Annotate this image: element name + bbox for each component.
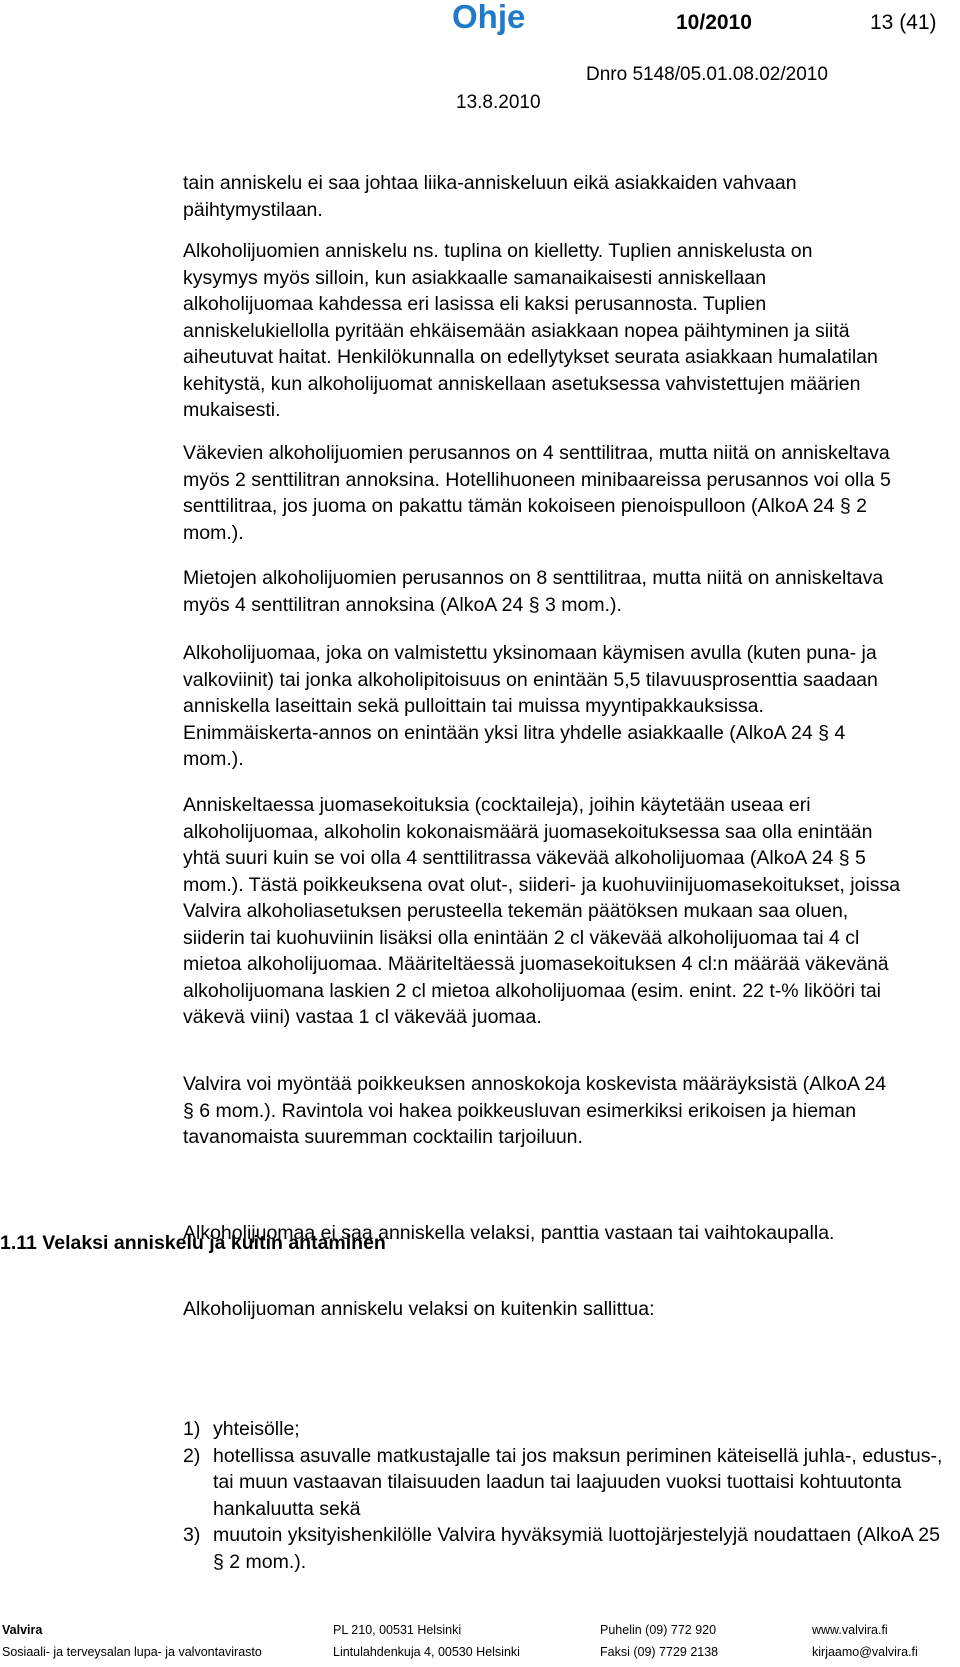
- footer-po-box: PL 210, 00531 Helsinki: [333, 1623, 462, 1637]
- paragraph-2: Alkoholijuomien anniskelu ns. tuplina on kielletty. Tuplien anniskelusta on kysymys myös silloin, kun asiakkaalle samanaikaisesti anniskellaan alkoholijuomaa kahdessa eri lasissa eli kaksi perusannosta. Tuplien anniskelukiellolla pyritään ehkäisemään asiakkaan nopea päihtyminen ja siitä aiheutuvat haitat. Henkilökunnalla on edellytykset seurata asiakkaan humalatilan kehitystä, kun alkoholijuomat anniskellaan asetuksessa vahvistettujen määrien mukaisesti.: [183, 240, 878, 421]
- paragraph-3: Väkevien alkoholijuomien perusannos on 4 senttilitraa, mutta niitä on anniskeltava myös 2 senttilitran annoksina. Hotellihuoneen minibaareissa perusannos voi olla 5 senttilitraa, jos juoma on pakattu tämän kokoiseen pienoispulloon (AlkoA 24 § 2 mom.).: [183, 442, 891, 544]
- paragraph-8: Alkoholijuomaa ei saa anniskella velaksi, panttia vastaan tai vaihtokaupalla.: [183, 1222, 835, 1244]
- document-number: 10/2010: [676, 11, 752, 34]
- paragraph-5: Alkoholijuomaa, joka on valmistettu yksinomaan käymisen avulla (kuten puna- ja valkoviinit) tai jonka alkoholipitoisuus on enintään 5,5 tilavuusprosenttia saadaan anniskella laseittain sekä pulloittain tai muissa myyntipakkauksissa. Enimmäiskerta-annos on enintään yksi litra yhdelle asiakkaalle (AlkoA 24 § 4 mom.).: [183, 642, 878, 770]
- list-item-number: 2): [183, 1444, 201, 1467]
- document-type-title: Ohje: [452, 0, 526, 35]
- footer-phone: Puhelin (09) 772 920: [600, 1623, 717, 1637]
- footer-org: Valvira: [2, 1623, 43, 1637]
- footer-email-link[interactable]: kirjaamo@valvira.fi: [812, 1645, 918, 1659]
- page-number: 13 (41): [870, 11, 937, 34]
- list-item: [183, 1416, 943, 1443]
- list-item-text: hotellissa asuvalle matkustajalle tai jos maksun periminen käteisellä juhla-, edustus-, tai muun vastaavan tilaisuuden laadun tai laajuuden vuoksi tuottaisi kohtuutonta hankaluutta sekä: [213, 1444, 943, 1520]
- registry-number: Dnro 5148/05.01.08.02/2010: [586, 64, 828, 85]
- list-item: [183, 1522, 943, 1575]
- footer-org-full: Sosiaali- ja terveysalan lupa- ja valvontavirasto: [2, 1645, 262, 1659]
- footer-street: Lintulahdenkuja 4, 00530 Helsinki: [333, 1645, 520, 1659]
- list-item-text: muutoin yksityishenkilölle Valvira hyväksymiä luottojärjestelyjä noudattaen (AlkoA 25 § 2 mom.).: [213, 1524, 940, 1573]
- list-item-number: 1): [183, 1418, 201, 1440]
- section-heading: 1.11 Velaksi anniskelu ja kuitin antaminen: [0, 1232, 386, 1254]
- paragraph-7: Valvira voi myöntää poikkeuksen annoskokoja koskevista määräyksistä (AlkoA 24 § 6 mom.). Ravintola voi hakea poikkeusluvan esimerkiksi erikoisen ja hieman tavanomaista suuremman cocktailin tarjoiluun.: [183, 1073, 887, 1148]
- footer-fax: Faksi (09) 7729 2138: [600, 1645, 719, 1659]
- allowed-cases-list: [183, 1416, 943, 1575]
- paragraph-1: tain anniskelu ei saa johtaa liika-anniskeluun eikä asiakkaiden vahvaan päihtymystilaan.: [183, 172, 797, 221]
- document-date: 13.8.2010: [456, 92, 541, 113]
- paragraph-9: Alkoholijuoman anniskelu velaksi on kuitenkin sallittua:: [183, 1298, 655, 1320]
- footer-website-link[interactable]: www.valvira.fi: [812, 1623, 888, 1637]
- list-item: [183, 1443, 943, 1523]
- paragraph-4: Mietojen alkoholijuomien perusannos on 8 senttilitraa, mutta niitä on anniskeltava myös 4 senttilitran annoksina (AlkoA 24 § 3 mom.).: [183, 567, 884, 616]
- paragraph-6: Anniskeltaessa juomasekoituksia (cocktaileja), joihin käytetään useaa eri alkoholijuomaa, alkoholin kokonaismäärä juomasekoituksessa saa olla enintään yhtä suuri kuin se voi olla 4 senttilitrassa väkevää alkoholijuomaa (AlkoA 24 § 5 mom.). Tästä poikkeuksena ovat olut-, siideri- ja kuohuviinijuomasekoitukset, joissa Valvira alkoholiasetuksen perusteella tekemän päätöksen mukaan saa oluen, siiderin tai kuohuviinin lisäksi olla enintään 2 cl väkevää alkoholijuomaa tai 4 cl mietoa alkoholijuomaa. Määriteltäessä juomasekoituksen 4 cl:n määrää väkevänä alkoholijuomana laskien 2 cl mietoa alkoholijuomaa (esim. enint. 22 t-% likööri tai väkevä viini) vastaa 1 cl väkevää juomaa.: [183, 794, 901, 1028]
- list-item-number: 3): [183, 1524, 201, 1546]
- list-item-text: yhteisölle;: [213, 1418, 300, 1440]
